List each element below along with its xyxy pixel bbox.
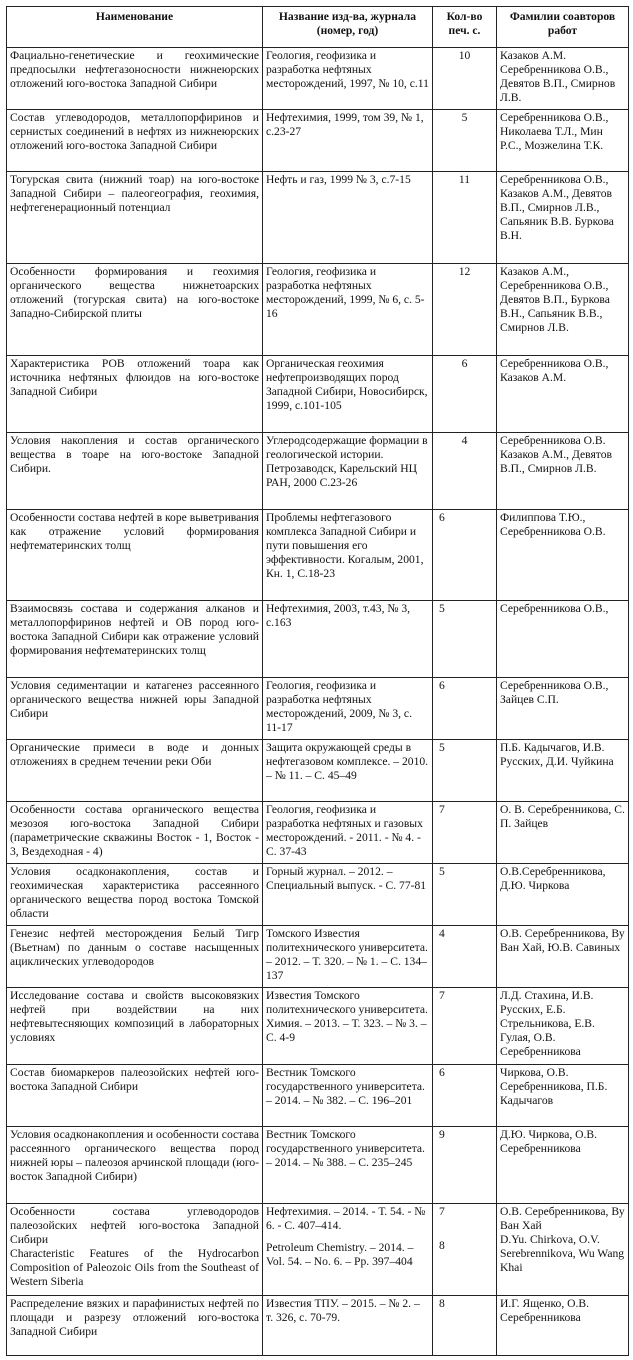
row-pages: 5 (433, 601, 497, 678)
row-title: Условия осадконакопления, состав и геохимическая характеристика рассеянного органического вещества пород востока Томской области (7, 864, 263, 926)
row-source: Томского Известия политехнического университета. – 2012. – Т. 320. – № 1. – С. 134–137 (263, 926, 433, 988)
row-title: Условия осадконакопления и особенности состава рассеянного органического вещества пород нижней юры – палеозоя арчинской площади (юго-восток Западной Сибири) (7, 1127, 263, 1204)
table-row (7, 864, 629, 926)
publications-table (6, 6, 629, 1356)
row-authors-en: D.Yu. Chirkova, O.V. Serebrennikova, Wu Wang Khai (500, 1233, 625, 1275)
row-title: Фациально-генетические и геохимические предпосылки нефтегазоносности нижнеюрских отложений юго-востока Западной Сибири (7, 48, 263, 110)
row-pages: 6 (433, 678, 497, 740)
table-row (7, 1065, 629, 1127)
row-title: Состав биомаркеров палеозойских нефтей юго-востока Западной Сибири (7, 1065, 263, 1127)
header-source: Название изд-ва, журнала (номер, год) (263, 7, 433, 48)
row-pages: 9 (433, 1127, 497, 1204)
row-pages: 6 (433, 510, 497, 601)
table-row (7, 264, 629, 356)
table-row (7, 510, 629, 601)
table-row (7, 1296, 629, 1356)
row-authors: П.Б. Кадычагов, И.В. Русских, Д.И. Чуйкина (497, 740, 629, 802)
row-pages: 8 (433, 1296, 497, 1356)
header-authors: Фамилии соавторов работ (497, 7, 629, 48)
row-authors: Филиппова Т.Ю., Серебренникова О.В. (497, 510, 629, 601)
row-source: Нефть и газ, 1999 № 3, с.7-15 (263, 172, 433, 264)
row-source: Защита окружающей среды в нефтегазовом комплексе. – 2010. – № 11. – С. 45–49 (263, 740, 433, 802)
row-authors: Серебренникова О.В., Казаков А.М. (497, 356, 629, 433)
spacer (439, 1219, 493, 1239)
row-source: Органическая геохимия нефтепроизводящих пород Западной Сибири, Новосибирск, 1999, с.101-105 (263, 356, 433, 433)
table-row (7, 601, 629, 678)
row-authors: О.В. Серебренникова, Ву Ван Хай, Ю.В. Савиных (497, 926, 629, 988)
row-source: Известия Томского политехнического университета. Химия. – 2013. – Т. 323. – № 3. – С. 4-9 (263, 988, 433, 1065)
table-row (7, 988, 629, 1065)
row-source: Нефтехимия, 1999, том 39, № 1, с.23-27 (263, 110, 433, 172)
row-title: Распределение вязких и парафинистых нефтей по площади и разрезу отложений юго-востока Западной Сибири (7, 1296, 263, 1356)
row-title: Особенности состава нефтей в коре выветривания как отражение условий формирования нефтематеринских толщ (7, 510, 263, 601)
row-authors-ru: О.В. Серебренникова, Ву Ван Хай (500, 1205, 625, 1233)
row-title: Особенности формирования и геохимия органического вещества нижнетоарских отложений (тогурская свита) на юго-востоке Западно-Сибирской плиты (7, 264, 263, 356)
row-source-ru: Нефтехимия. – 2014. - Т. 54. - № 6. - С. 407–414. (266, 1205, 426, 1233)
row-title: Характеристика РОВ отложений тоара как источника нефтяных флюидов на юго-востоке Западной Сибири (7, 356, 263, 433)
row-title-en: Characteristic Features of the Hydrocarbon Composition of Paleozoic Oils from the Southeast of Western Siberia (10, 1247, 259, 1289)
row-source: Горный журнал. – 2012. – Специальный выпуск. - С. 77-81 (263, 864, 433, 926)
row-source: Геология, геофизика и разработка нефтяных месторождений, 1997, № 10, с.11 (263, 48, 433, 110)
row-source: Геология, геофизика и разработка нефтяных месторождений, 2009, № 3, с. 11-17 (263, 678, 433, 740)
row-authors: Серебренникова О.В., Николаева Т.Л., Мин Р.С., Мозжелина Т.К. (497, 110, 629, 172)
row-title: Взаимосвязь состава и содержания алканов и металлопорфиринов нефтей и ОВ пород юго-востока Западной Сибири как отражение условий формирования нефтематеринских толщ (7, 601, 263, 678)
row-authors: Д.Ю. Чиркова, О.В. Серебренникова (497, 1127, 629, 1204)
header-row (7, 7, 629, 48)
row-title: Исследование состава и свойств высоковязких нефтей при воздействии на них нефтевытесняющих композиций в лабораторных условиях (7, 988, 263, 1065)
row-pages: 7 (433, 802, 497, 864)
row-pages: 10 (433, 48, 497, 110)
row-authors (497, 1204, 629, 1296)
row-title: Условия накопления и состав органического вещества в тоаре на юго-востоке Западной Сибири. (7, 433, 263, 510)
row-pages: 5 (433, 864, 497, 926)
table-row (7, 1204, 629, 1296)
row-authors: Казаков А.М., Серебренникова О.В., Девятов В.П., Буркова В.Н., Сапьяник В.В., Смирнов Л.В. (497, 264, 629, 356)
row-source: Геология, геофизика и разработка нефтяных месторождений, 1999, № 6, с. 5-16 (263, 264, 433, 356)
spacer (266, 1233, 429, 1241)
row-pages: 7 (433, 988, 497, 1065)
row-authors: И.Г. Ященко, О.В. Серебренникова (497, 1296, 629, 1356)
row-pages: 6 (433, 356, 497, 433)
table-row (7, 356, 629, 433)
table-row (7, 110, 629, 172)
row-authors: Л.Д. Стахина, И.В. Русских, Е.Б. Стрельникова, Е.В. Гулая, О.В. Серебренникова (497, 988, 629, 1065)
row-authors: Серебренникова О.В., Казаков А.М., Девятов В.П., Смирнов Л.В., Сапьяник В.В. Буркова В.Н. (497, 172, 629, 264)
row-source: Нефтехимия, 2003, т.43, № 3, с.163 (263, 601, 433, 678)
row-title (7, 1204, 263, 1296)
row-source: Известия ТПУ. – 2015. – № 2. – т. 326, с. 70-79. (263, 1296, 433, 1356)
row-authors: Серебренникова О.В. Казаков А.М., Девятов В.П., Смирнов Л.В. (497, 433, 629, 510)
table-row (7, 433, 629, 510)
row-title: Генезис нефтей месторождения Белый Тигр (Вьетнам) по данным о составе насыщенных ациклических углеводородов (7, 926, 263, 988)
table-row (7, 926, 629, 988)
row-authors: О.В.Серебренникова, Д.Ю. Чиркова (497, 864, 629, 926)
row-authors: О. В. Серебренникова, С. П. Зайцев (497, 802, 629, 864)
row-title: Особенности состава органического вещества мезозоя юго-востока Западной Сибири (параметрические скважины Восток - 1, Восток - 3, Вездеходная - 4) (7, 802, 263, 864)
row-title: Состав углеводородов, металлопорфиринов и сернистых соединений в нефтях из нижнеюрских отложений юго-востока Западной Сибири (7, 110, 263, 172)
row-title: Органические примеси в воде и донных отложениях в среднем течении реки Оби (7, 740, 263, 802)
row-source: Вестник Томского государственного университета. – 2014. – № 382. – С. 196–201 (263, 1065, 433, 1127)
row-pages (433, 1204, 497, 1296)
row-pages: 5 (433, 740, 497, 802)
table-row (7, 48, 629, 110)
row-authors: Серебренникова О.В., Зайцев С.П. (497, 678, 629, 740)
row-pages-ru: 7 (439, 1205, 445, 1218)
row-title: Условия седиментации и катагенез рассеянного органического вещества нижней юры Западной Сибири (7, 678, 263, 740)
row-authors: Казаков А.М. Серебренникова О.В., Девятов В.П., Смирнов Л.В. (497, 48, 629, 110)
row-authors: Чиркова, О.В. Серебренникова, П.Б. Кадычагов (497, 1065, 629, 1127)
row-pages: 5 (433, 110, 497, 172)
table-row (7, 1127, 629, 1204)
row-source: Проблемы нефтегазового комплекса Западной Сибири и пути повышения его эффективности. Когалым, 2001, Кн. 1, С.18-23 (263, 510, 433, 601)
row-pages: 6 (433, 1065, 497, 1127)
table-row (7, 678, 629, 740)
row-pages: 4 (433, 433, 497, 510)
row-source: Углеродсодержащие формации в геологической истории. Петрозаводск, Карельский НЦ РАН, 2000 С.23-26 (263, 433, 433, 510)
row-source: Геология, геофизика и разработка нефтяных и газовых месторождений. - 2011. - № 4. - С. 37-43 (263, 802, 433, 864)
row-pages: 12 (433, 264, 497, 356)
row-pages: 11 (433, 172, 497, 264)
row-source-en: Petroleum Chemistry. – 2014. – Vol. 54. – No. 6. – Pp. 397–404 (266, 1241, 414, 1269)
header-title: Наименование (7, 7, 263, 48)
table-row (7, 172, 629, 264)
table-row (7, 802, 629, 864)
row-title-ru: Особенности состава углеводородов палеозойских нефтей юго-востока Западной Сибири (10, 1205, 259, 1247)
row-pages: 4 (433, 926, 497, 988)
header-pages: Кол-во печ. с. (433, 7, 497, 48)
publications-table-wrapper (6, 6, 628, 1356)
row-source (263, 1204, 433, 1296)
table-row (7, 740, 629, 802)
row-title: Тогурская свита (нижний тоар) на юго-востоке Западной Сибири – палеогеография, геохимия, нефтегенерационный потенциал (7, 172, 263, 264)
row-pages-en: 8 (439, 1239, 445, 1253)
row-authors: Серебренникова О.В., (497, 601, 629, 678)
row-source: Вестник Томского государственного университета. – 2014. – № 388. – С. 235–245 (263, 1127, 433, 1204)
